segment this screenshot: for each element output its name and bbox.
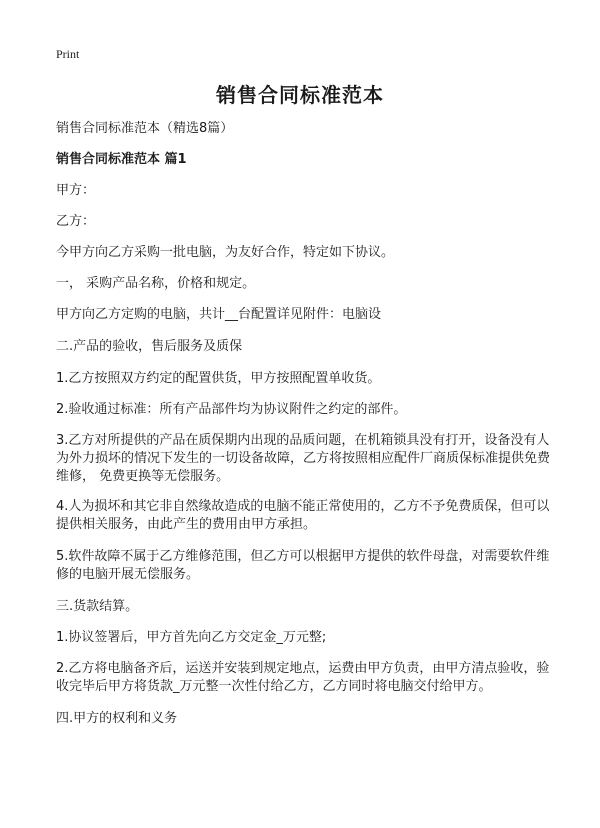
document-subtitle: 销售合同标准范本（精选8篇） xyxy=(56,121,234,136)
print-label: Print xyxy=(56,47,80,61)
paragraph-party-a: 甲方： xyxy=(56,183,96,198)
clause-heading-3: 三.货款结算。 xyxy=(56,599,139,614)
document-title: 销售合同标准范本 xyxy=(216,83,384,107)
paragraph-party-b: 乙方： xyxy=(56,214,96,229)
clause-heading-2: 二.产品的验收，售后服务及质保 xyxy=(56,339,243,354)
clause-2-item-5: 5.软件故障不属于乙方维修范围，但乙方可以根据甲方提供的软件母盘，对需要软件维修的电脑开展无偿服务。 xyxy=(56,549,550,582)
clause-heading-4: 四.甲方的权利和义务 xyxy=(56,711,178,726)
paragraph-intro: 今甲方向乙方采购一批电脑，为友好合作，特定如下协议。 xyxy=(56,245,395,260)
clause-3-item-2: 2.乙方将电脑备齐后，运送并安装到规定地点，运费由甲方负责，由甲方清点验收，验收完毕后甲方将货款_万元整一次性付给乙方，乙方同时将电脑交付给甲方。 xyxy=(56,661,550,694)
clause-2-item-2: 2.验收通过标准：所有产品部件均为协议附件之约定的部件。 xyxy=(56,402,407,417)
clause-2-item-1: 1.乙方按照双方约定的配置供货，甲方按照配置单收货。 xyxy=(56,371,381,386)
clause-2-item-3: 3.乙方对所提供的产品在质保期内出现的品质问题，在机箱锁具没有打开，设备没有人为外力损坏的情况下发生的一切设备故障，乙方将按照相应配件厂商质保标准提供免费维修， 免费更换等无偿服务。 xyxy=(56,433,551,484)
paragraph-order: 甲方向乙方定购的电脑，共计__台配置详见附件：电脑设 xyxy=(56,307,382,322)
clause-3-item-1: 1.协议签署后，甲方首先向乙方交定金_万元整; xyxy=(56,630,327,645)
section-heading: 销售合同标准范本 篇1 xyxy=(56,152,187,167)
clause-2-item-4: 4.人为损坏和其它非自然缘故造成的电脑不能正常使用的，乙方不予免费质保，但可以提供相关服务，由此产生的费用由甲方承担。 xyxy=(56,499,550,532)
clause-heading-1: 一， 采购产品名称，价格和规定。 xyxy=(56,276,256,291)
